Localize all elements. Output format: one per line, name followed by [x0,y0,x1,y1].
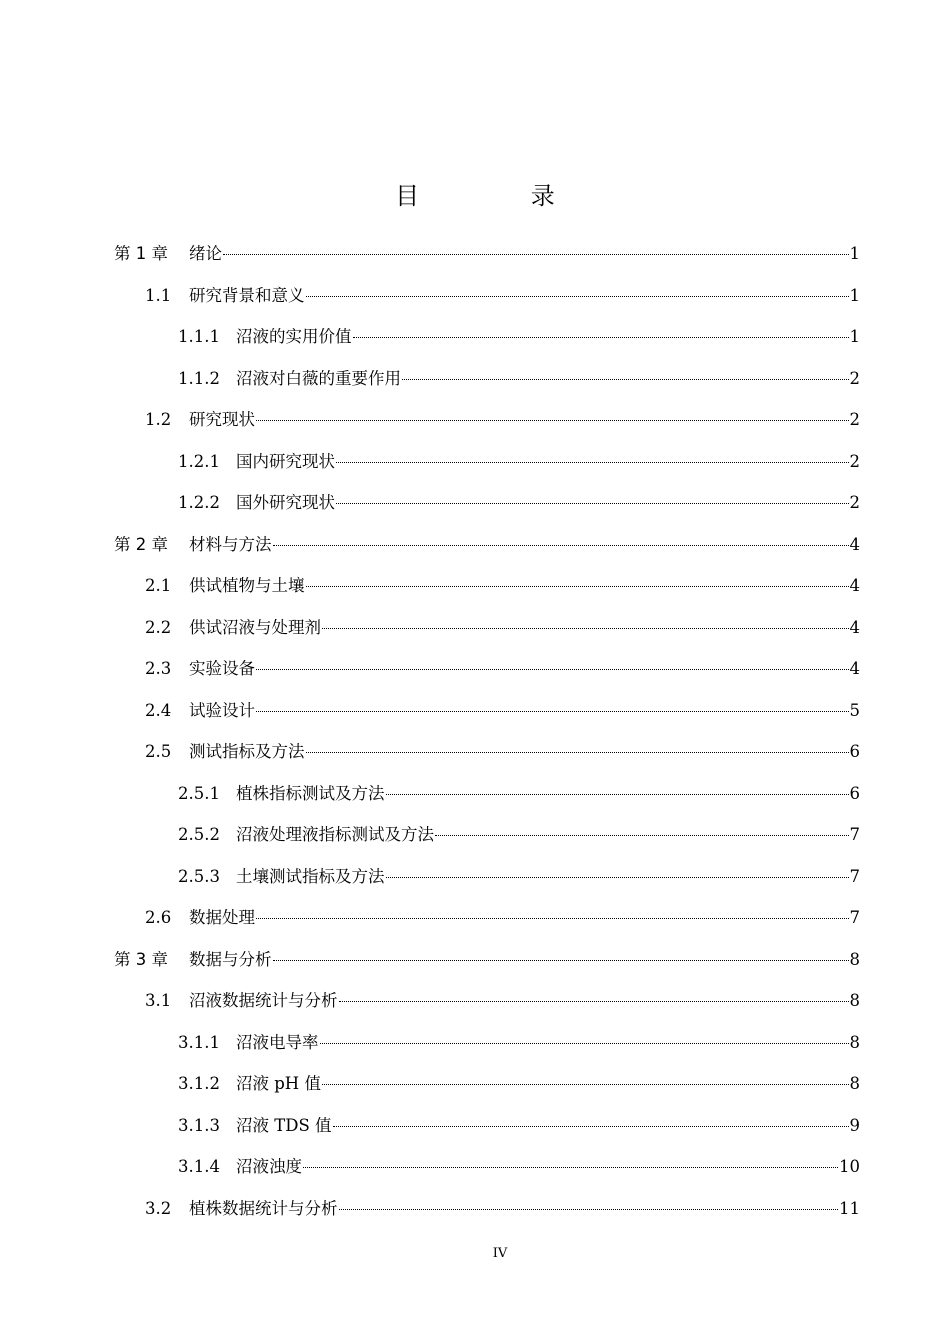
toc-entry-page: 7 [849,866,860,886]
toc-entry-number: 2.4 [145,700,172,720]
toc-entry[interactable] [114,365,860,407]
toc-entry[interactable] [114,655,860,697]
toc-entry-page: 6 [849,783,860,803]
toc-entry-title: 研究背景和意义 [189,285,305,305]
toc-entry-title: 沼液对白薇的重要作用 [236,368,401,388]
toc-entry-title: 沼液浊度 [236,1157,302,1176]
toc-entry-page: 5 [849,700,860,720]
toc-dot-leader [306,296,849,297]
toc-dot-leader [320,1043,849,1044]
toc-entry-title: 国内研究现状 [236,451,335,471]
toc-dot-leader [256,420,849,421]
toc-dot-leader [402,379,849,380]
toc-entry-title: 数据处理 [189,908,255,927]
toc-entry-title: 沼液电导率 [236,1032,319,1052]
toc-entry-number: 2.2 [145,617,172,637]
toc-entry-page: 9 [849,1115,860,1135]
toc-entry[interactable] [114,448,860,490]
toc-entry[interactable] [114,904,860,946]
toc-entry-title: 供试植物与土壤 [189,576,305,595]
toc-dot-leader [306,586,849,587]
toc-entry-page: 4 [849,576,860,595]
toc-entry-page: 11 [839,1198,860,1218]
toc-entry-title: 沼液的实用价值 [236,327,352,346]
toc-entry-page: 8 [849,1074,860,1093]
toc-dot-leader [256,669,849,670]
toc-entry-title: 沼液 pH 值 [236,1074,321,1093]
toc-entry-number: 1.1 [145,285,172,305]
toc-entry-title: 沼液数据统计与分析 [189,991,338,1010]
toc-entry-title: 数据与分析 [189,949,272,969]
toc-entry-page: 8 [849,1032,860,1052]
toc-entry-title: 试验设计 [189,700,255,720]
toc-entry[interactable] [114,614,860,656]
toc-dot-leader [435,835,849,836]
page-number: IV [492,1246,508,1261]
toc-entry-title: 绪论 [189,244,222,263]
toc-entry[interactable] [114,323,860,365]
toc-entry[interactable] [114,531,860,573]
toc-entry-page: 4 [849,534,860,554]
toc-title: 目 录 [395,182,607,210]
toc-entry-number: 1.1.2 [178,368,220,388]
toc-dot-leader [223,254,849,255]
toc-entry[interactable] [114,738,860,780]
toc-entry[interactable] [114,780,860,822]
toc-entry-number: 2.6 [145,908,172,927]
toc-dot-leader [273,960,849,961]
toc-entry-page: 10 [839,1157,860,1176]
toc-entry[interactable] [114,821,860,863]
toc-entry-page: 8 [849,949,860,969]
toc-dot-leader [386,794,849,795]
toc-entry-number: 3.1.3 [178,1115,220,1135]
toc-entry-page: 2 [849,493,860,512]
toc-entry-number: 第 3 章 [114,949,168,969]
toc-entry-page: 2 [849,451,860,471]
toc-dot-leader [322,1084,849,1085]
toc-dot-leader [273,545,849,546]
toc-dot-leader [322,628,849,629]
toc-entry-title: 国外研究现状 [236,493,335,512]
toc-entry-number: 3.1.4 [178,1157,220,1176]
toc-entry-number: 3.1.1 [178,1032,220,1052]
toc-entry-page: 1 [849,327,860,346]
toc-entry[interactable] [114,1195,860,1237]
toc-dot-leader [339,1209,839,1210]
toc-entry-number: 2.5.2 [178,825,220,844]
toc-entry-page: 6 [849,742,860,761]
toc-entry-number: 2.3 [145,659,172,678]
toc-dot-leader [336,462,849,463]
toc-dot-leader [339,1001,849,1002]
toc-entry-number: 2.1 [145,576,172,595]
toc-entry-title: 研究现状 [189,410,255,429]
toc-entry[interactable] [114,1153,860,1195]
toc-entry-page: 1 [849,244,860,263]
toc-entry-number: 3.1.2 [178,1074,220,1093]
toc-entry-number: 1.2.2 [178,493,220,512]
toc-dot-leader [353,337,849,338]
toc-entry[interactable] [114,572,860,614]
toc-entry-title: 供试沼液与处理剂 [189,617,321,637]
toc-entry[interactable] [114,863,860,905]
toc-entry-page: 1 [849,285,860,305]
toc-entry-title: 材料与方法 [189,534,272,554]
toc-entry-number: 3.2 [145,1198,172,1218]
toc-entry-page: 7 [849,908,860,927]
toc-entry-number: 2.5 [145,742,172,761]
toc-entry-page: 2 [849,368,860,388]
toc-entry-number: 3.1 [145,991,172,1010]
toc-entry-page: 4 [849,659,860,678]
toc-entry-title: 植株数据统计与分析 [189,1198,338,1218]
toc-entry[interactable] [114,1029,860,1071]
toc-entry-title: 实验设备 [189,659,255,678]
toc-entry[interactable] [114,987,860,1029]
toc-entry[interactable] [114,946,860,988]
toc-dot-leader [386,877,849,878]
toc-dot-leader [333,1126,849,1127]
toc-dot-leader [256,711,849,712]
toc-entry-number: 1.2.1 [178,451,220,471]
toc-entry-number: 2.5.1 [178,783,220,803]
toc-entry-number: 第 1 章 [114,244,168,263]
toc-dot-leader [336,503,849,504]
toc-entry-page: 4 [849,617,860,637]
toc-entry-title: 测试指标及方法 [189,742,305,761]
toc-entry[interactable] [114,406,860,448]
toc-entry-page: 2 [849,410,860,429]
toc-entry[interactable] [114,489,860,531]
toc-entry-title: 植株指标测试及方法 [236,783,385,803]
toc-entry-number: 1.1.1 [178,327,220,346]
toc-entry[interactable] [114,697,860,739]
toc-dot-leader [256,918,849,919]
toc-entry-number: 1.2 [145,410,172,429]
toc-entry-title: 沼液处理液指标测试及方法 [236,825,434,844]
toc-entry-title: 土壤测试指标及方法 [236,866,385,886]
toc-dot-leader [303,1167,838,1168]
toc-entry-page: 7 [849,825,860,844]
toc-entry[interactable] [114,282,860,324]
toc-entry-number: 2.5.3 [178,866,220,886]
toc-entry[interactable] [114,1112,860,1154]
toc-dot-leader [306,752,849,753]
toc-entry-title: 沼液 TDS 值 [236,1115,332,1135]
toc-entry-number: 第 2 章 [114,534,168,554]
toc-entry[interactable] [114,240,860,282]
toc-list [114,240,860,1236]
toc-entry-page: 8 [849,991,860,1010]
toc-entry[interactable] [114,1070,860,1112]
